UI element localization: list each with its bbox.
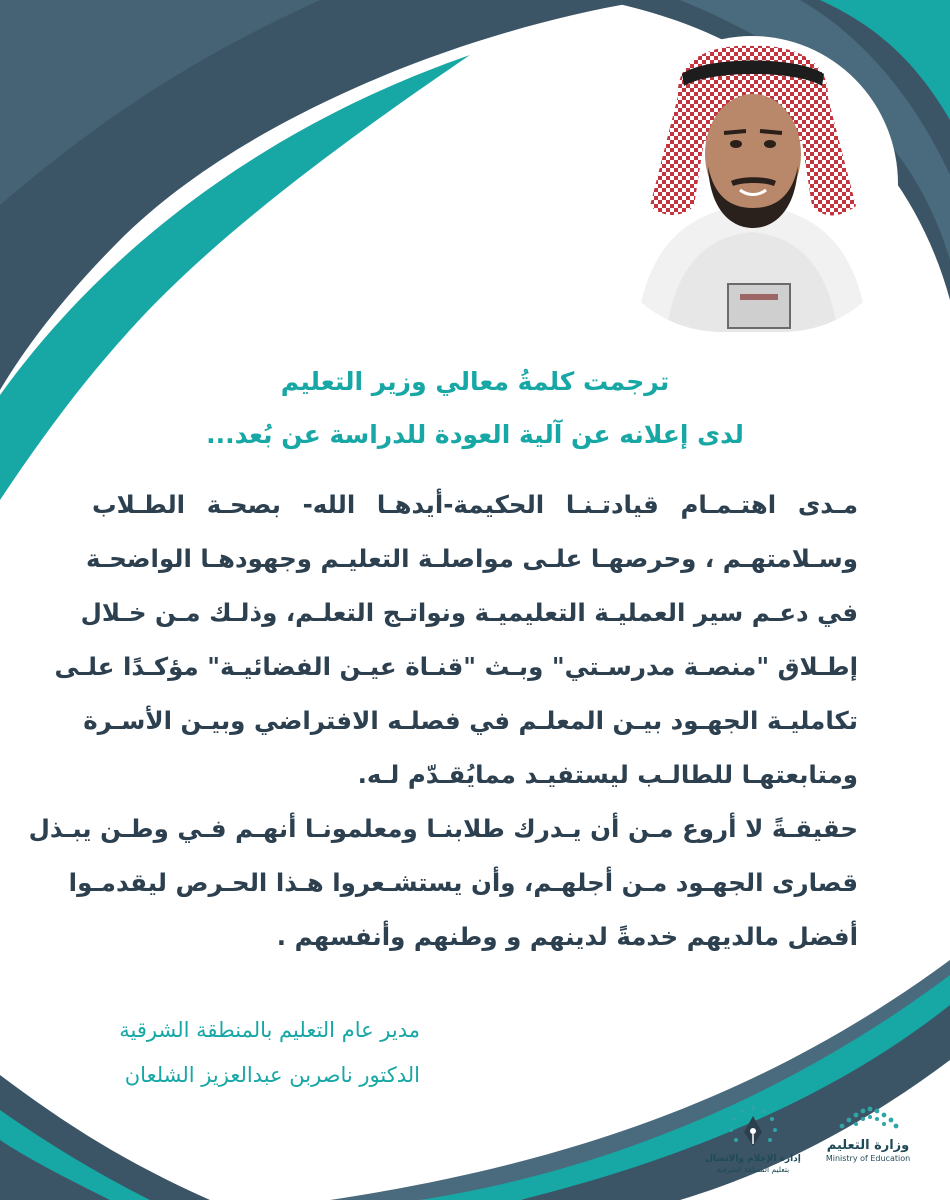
moe-english-name: Ministry of Education	[825, 1154, 911, 1163]
body-line: مـدى اهتـمـام قيادتـنـا الحكيمة-أيدهـا الله- بصحـة الطـلاب	[92, 490, 858, 519]
moe-dots-icon	[836, 1104, 900, 1134]
media-dept-subtitle: بتعليم المنطقة الشرقية	[716, 1165, 790, 1174]
body-line: في دعـم سير العمليـة التعليميـة ونواتـج التعلـم، وذلـك مـن خـلال	[80, 598, 858, 627]
body-line: إطـلاق "منصـة مدرسـتي" وبـث "قنـاة عيـن الفضائيـة" مؤكـدًا علـى	[54, 652, 858, 681]
headline-line-2: لدى إعلانه عن آلية العودة للدراسة عن بُعد...	[206, 420, 744, 449]
headline	[150, 355, 800, 461]
headline-line-1: ترجمت كلمةُ معالي وزير التعليم	[280, 367, 670, 396]
minister-portrait	[606, 36, 898, 332]
body-line: ومتابعتهـا للطالـب ليستفيـد ممايُقـدّم لـه.	[357, 760, 858, 789]
signature-title: مدير عام التعليم بالمنطقة الشرقية	[119, 1018, 420, 1042]
moe-arabic-name: وزارة التعليم	[826, 1138, 910, 1153]
ministry-of-education-logo	[818, 1104, 918, 1176]
media-department-logo	[698, 1104, 808, 1184]
statement-body	[28, 478, 858, 964]
pen-nib-emblem-icon	[726, 1104, 780, 1150]
signature-name: الدكتور ناصربن عبدالعزيز الشلعان	[124, 1063, 420, 1087]
body-line: وسـلامتهـم ، وحرصهـا علـى مواصلـة التعليـم وجهودهـا الواضحـة	[85, 544, 858, 573]
body-line: تكامليـة الجهـود بيـن المعلـم في فصلـه الافتراضي وبيـن الأسـرة	[83, 706, 858, 735]
body-line: أفضل مالديهم خدمةً لدينهم و وطنهم وأنفسهم .	[276, 922, 858, 951]
body-line: قصارى الجهـود مـن أجلهـم، وأن يستشـعروا هـذا الحـرص ليقدمـوا	[68, 868, 858, 897]
media-dept-name: إدارة الإعلام والاتصال	[705, 1154, 801, 1164]
body-line: حقيقـةً لا أروع مـن أن يـدرك طلابنـا ومعلمونـا أنهـم فـي وطـن يبـذل	[28, 814, 858, 843]
signature-block	[80, 1008, 420, 1098]
